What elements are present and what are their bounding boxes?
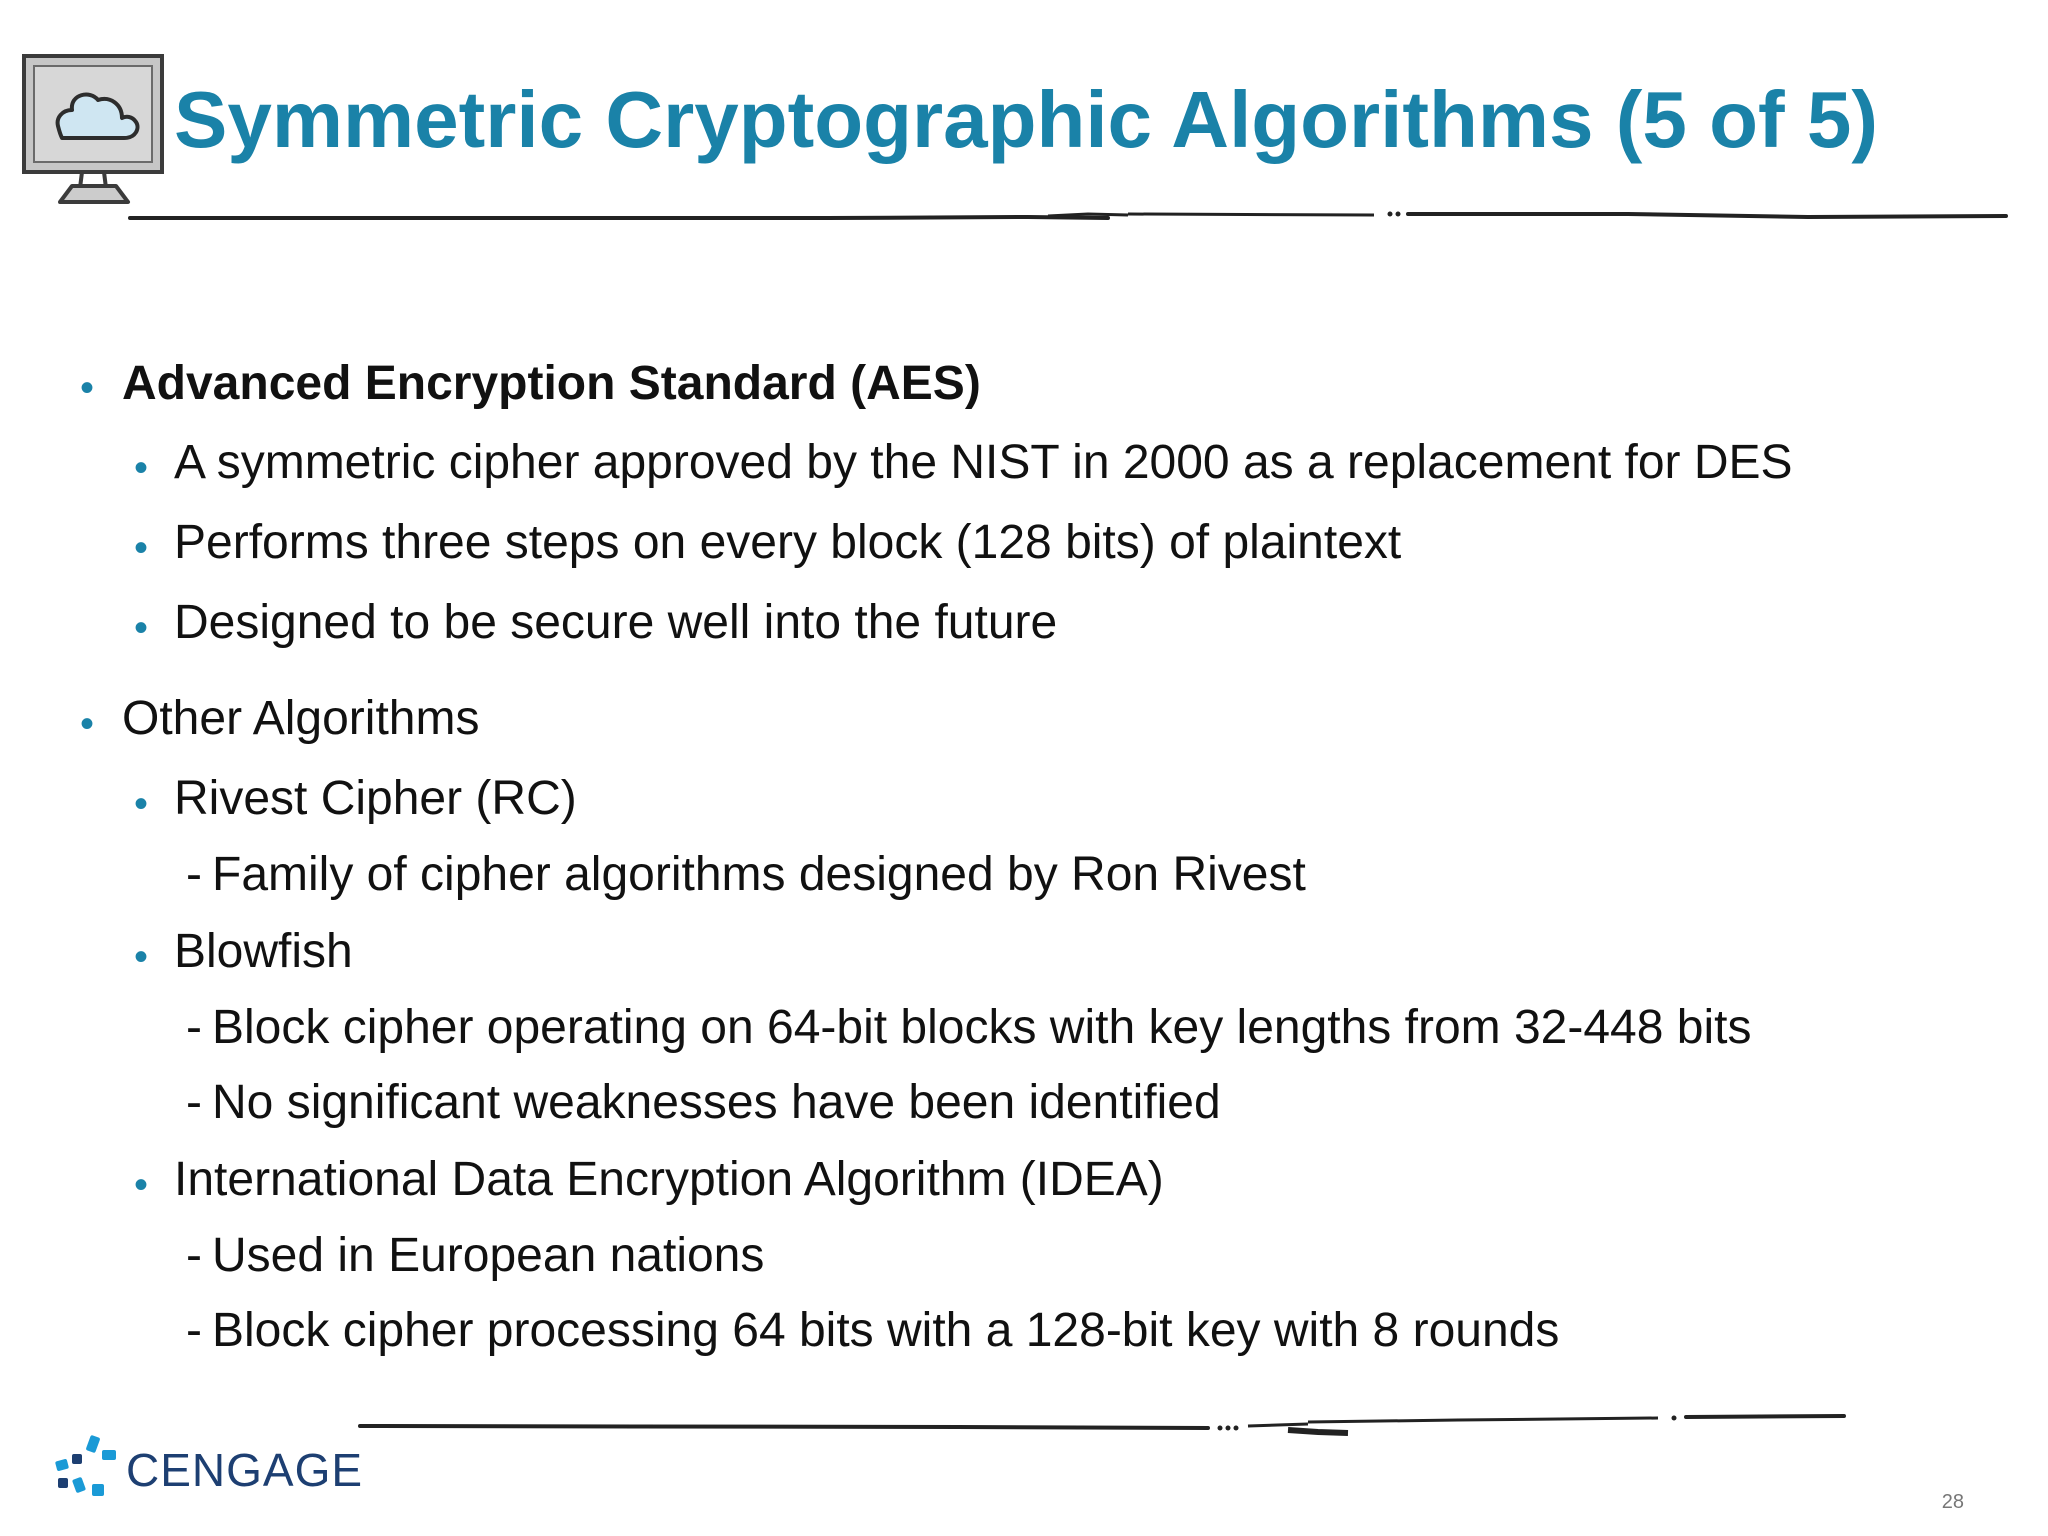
page-number: 28 [1941, 1491, 1964, 1513]
footer-divider [358, 1410, 1848, 1450]
bullet-icon: • [134, 446, 149, 490]
list-item: A symmetric cipher approved by the NIST in 2000 as a replacement for DES [174, 436, 1793, 489]
list-item: No significant weaknesses have been identified [212, 1076, 1221, 1129]
dash-icon: - [186, 1304, 202, 1357]
list-item: Block cipher operating on 64-bit blocks with key lengths from 32-448 bits [212, 1001, 1752, 1054]
bullet-icon: • [134, 1163, 149, 1207]
bullet-icon: • [134, 782, 149, 826]
list-item: Rivest Cipher (RC) [174, 772, 577, 825]
dash-icon: - [186, 1229, 202, 1282]
bullet-icon: • [134, 935, 149, 979]
cengage-logo [52, 1434, 364, 1504]
bullet-icon: • [134, 526, 149, 570]
list-item: Used in European nations [212, 1229, 765, 1282]
list-item: Blowfish [174, 925, 353, 978]
logo-text: CENGAGE [126, 1444, 364, 1496]
list-item: Advanced Encryption Standard (AES) [122, 357, 981, 410]
dash-icon: - [186, 848, 202, 901]
list-item: Family of cipher algorithms designed by Ron Rivest [212, 848, 1306, 901]
list-item: Other Algorithms [122, 692, 480, 745]
list-item: Performs three steps on every block (128 bits) of plaintext [174, 516, 1402, 569]
dash-icon: - [186, 1076, 202, 1129]
bullet-icon: • [80, 702, 95, 746]
list-item: International Data Encryption Algorithm (IDEA) [174, 1153, 1164, 1206]
list-item: Block cipher processing 64 bits with a 128-bit key with 8 rounds [212, 1304, 1560, 1357]
list-item: Designed to be secure well into the future [174, 596, 1058, 649]
bullet-icon: • [134, 606, 149, 650]
bullet-icon: • [80, 366, 95, 410]
dash-icon: - [186, 1001, 202, 1054]
cengage-mark-icon [52, 1434, 118, 1504]
page-title: Symmetric Cryptographic Algorithms (5 of 5) [174, 75, 1878, 164]
